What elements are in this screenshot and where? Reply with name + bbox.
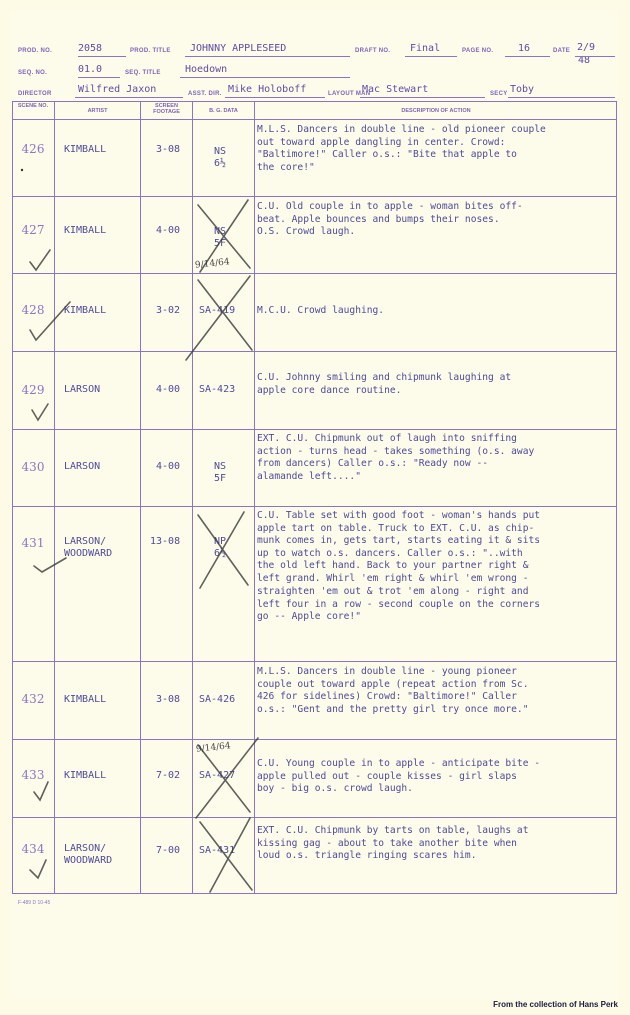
secy-value: Toby <box>510 84 535 95</box>
col-footage-header: SCREEN FOOTAGE <box>153 103 180 115</box>
seq-no-label: SEQ. NO. <box>18 70 48 76</box>
scene-number: 431 <box>21 536 45 550</box>
artist-second-line: WOODWARD <box>64 548 113 559</box>
date-label: DATE <box>553 48 571 54</box>
draft-no-label: DRAFT NO. <box>355 48 391 54</box>
bg-data: NS <box>214 461 227 472</box>
date-sub-value: 48 <box>578 55 591 66</box>
bg-data: SA-427 <box>199 770 236 781</box>
artist: KIMBALL <box>64 225 107 236</box>
bg-data: SA-431 <box>199 845 236 856</box>
footage: 4-00 <box>156 384 181 395</box>
col-artist-header: ARTIST <box>87 108 108 114</box>
layout-man-value: Mac Stewart <box>362 84 429 95</box>
page-no-label: PAGE NO. <box>462 48 494 54</box>
director-label: DIRECTOR <box>18 91 52 97</box>
bg-data-sub: 5F <box>214 238 227 249</box>
seq-no-value: 01.0 <box>78 64 103 75</box>
handwritten-date: 9/14/64 <box>195 741 232 755</box>
secy-label: SECY <box>490 91 508 97</box>
footage: 3-02 <box>156 305 181 316</box>
bg-data-sub: 5F <box>214 473 227 484</box>
artist: LARSON/ <box>64 843 107 854</box>
footage: 13-08 <box>150 536 181 547</box>
collection-credit: From the collection of Hans Perk <box>493 1000 618 1009</box>
asst-dir-value: Mike Holoboff <box>228 84 307 95</box>
director-value: Wilfred Jaxon <box>78 84 157 95</box>
artist: KIMBALL <box>64 305 107 316</box>
description-continued: straighten 'em out & trot 'em along - right and left four in a row - second couple on the corners go -- Apple core!" <box>257 586 541 622</box>
scene-number: 426 <box>21 142 45 156</box>
bg-data-sub: 6½ <box>214 158 227 169</box>
artist: LARSON/ <box>64 536 107 547</box>
artist: LARSON <box>64 461 101 472</box>
date-value: 2/9 <box>577 42 596 53</box>
layout-man-label: LAYOUT MAN <box>328 91 371 97</box>
prod-no-label: PROD. NO. <box>18 48 53 54</box>
bg-data: NS <box>214 146 227 157</box>
footage: 3-08 <box>156 694 181 705</box>
col-desc-header: DESCRIPTION OF ACTION <box>401 108 471 114</box>
scene-number: 430 <box>21 460 45 474</box>
scene-number: 434 <box>21 842 45 856</box>
scene-number: 428 <box>21 303 45 317</box>
description: C.U. Table set with good foot - woman's hands put apple tart on table. Truck to EXT. C.U. as chip- munk comes in, gets tart, starts eating it & sits up to watch o.s. dancers. Caller o.s.: "..with the old left hand. Back to your partner right & left grand. Whirl 'em right & whirl 'em wrong - <box>257 510 541 584</box>
description: EXT. C.U. Chipmunk out of laugh into sniffing action - turns head - takes something (o.s. away from dancers) Caller o.s.: "Ready now -- alamande left...." <box>257 433 535 482</box>
asst-dir-label: ASST. DIR. <box>188 91 222 97</box>
draft-no-value: Final <box>410 43 441 54</box>
description: C.U. Johnny smiling and chipmunk laughing at apple core dance routine. <box>257 372 512 396</box>
form-code: F-489 D 10-45 <box>18 900 51 906</box>
scene-number: 427 <box>21 223 45 237</box>
footage: 3-08 <box>156 144 181 155</box>
scene-number: 429 <box>21 383 45 397</box>
description: M.L.S. Dancers in double line - old pioneer couple out toward apple dangling in center. Crowd: "Baltimore!" Caller o.s.: "Bite that apple to the core!" <box>257 124 546 173</box>
col-bg-header: B. G. DATA <box>209 108 238 114</box>
description: C.U. Old couple in to apple - woman bites off- beat. Apple bounces and bumps their noses. O.S. Crowd laugh. <box>257 201 523 237</box>
footage: 7-02 <box>156 770 181 781</box>
col-scene-header: SCENE NO. <box>17 103 49 109</box>
prod-title-label: PROD. TITLE <box>130 48 171 54</box>
bg-data: SA-426 <box>199 694 236 705</box>
handwritten-date: 9/14/64 <box>194 257 231 271</box>
description: C.U. Young couple in to apple - anticipate bite - apple pulled out - couple kisses - girl slaps boy - big o.s. crowd laugh. <box>257 758 541 794</box>
page-no-value: 16 <box>518 43 531 54</box>
artist: KIMBALL <box>64 694 107 705</box>
bg-data: NS <box>214 226 227 237</box>
seq-title-label: SEQ. TITLE <box>125 70 161 76</box>
artist-second-line: WOODWARD <box>64 855 113 866</box>
seq-title-value: Hoedown <box>185 64 228 75</box>
prod-no-value: 2058 <box>78 43 103 54</box>
bg-data: SA-419 <box>199 305 236 316</box>
bg-data: NP <box>214 536 227 547</box>
footage: 7-00 <box>156 845 181 856</box>
artist: LARSON <box>64 384 101 395</box>
bg-data: SA-423 <box>199 384 236 395</box>
description: M.L.S. Dancers in double line - young pioneer couple out toward apple (repeat action from Sc. 426 for sidelines) Crowd: "Baltimore!" Caller o.s.: "Gent and the pretty girl try once more." <box>257 666 529 715</box>
description: EXT. C.U. Chipmunk by tarts on table, laughs at kissing gag - about to take another bite when loud o.s. triangle ringing scares him. <box>257 825 529 861</box>
scene-number: 432 <box>21 692 45 706</box>
artist: KIMBALL <box>64 770 107 781</box>
bg-data-sub: 6½ <box>214 548 227 559</box>
description: M.C.U. Crowd laughing. <box>257 305 385 316</box>
footage: 4-00 <box>156 225 181 236</box>
prod-title-value: JOHNNY APPLESEED <box>190 43 287 54</box>
footage: 4-00 <box>156 461 181 472</box>
scene-number: 433 <box>21 768 45 782</box>
artist: KIMBALL <box>64 144 107 155</box>
